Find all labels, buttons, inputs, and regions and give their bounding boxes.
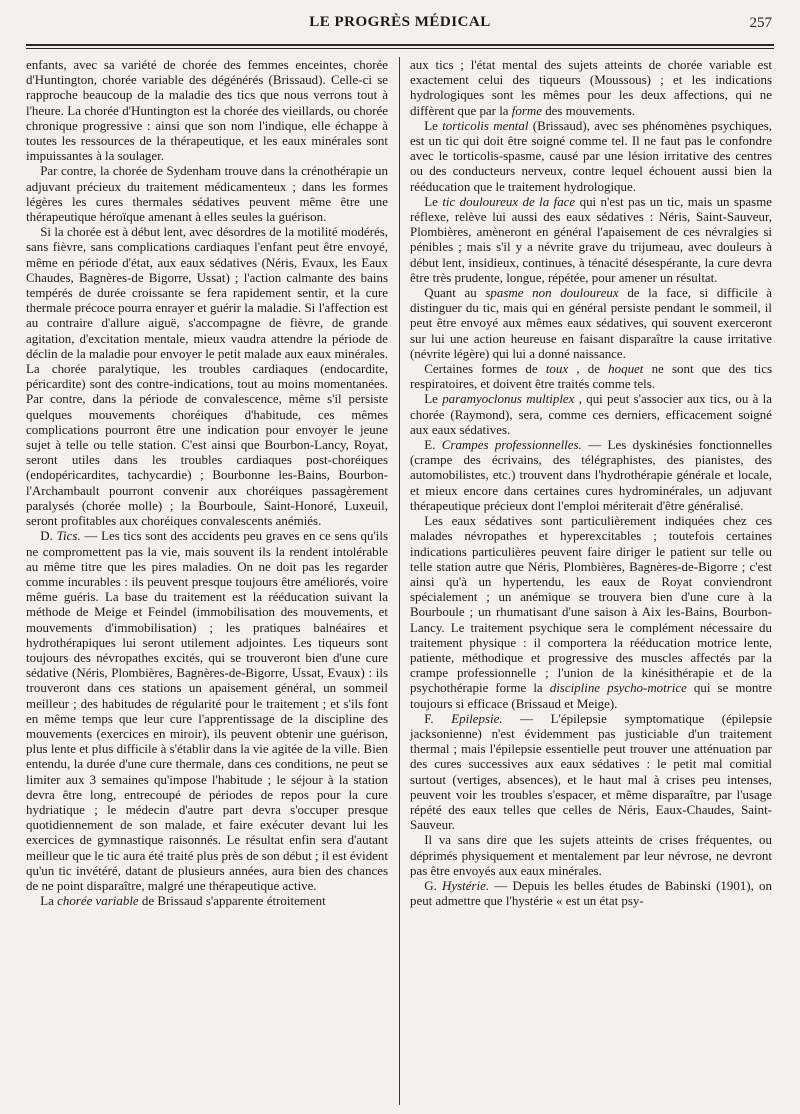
paragraph xyxy=(26,528,388,893)
paragraph-lead: E. xyxy=(424,437,436,453)
paragraph-text: enfants, avec sa variété de chorée des femmes enceintes, chorée d'Huntington, chorée variable des dégénérés (Brissaud). Celle-ci se rapproche beaucoup de la maladie des tics que nous verrons tout à l'heure. La chorée d'Huntington est la chorée des vieillards, ou chorée chronique progressive : ainsi que son nom l'indique, elle échappe à toutes les ressources de la thérapeutique, et les eaux minérales sont impuissantes à la soulager. xyxy=(26,57,388,164)
header-rule-thin xyxy=(26,48,774,49)
column-separator xyxy=(399,57,400,1105)
paragraph-lead: La xyxy=(40,893,54,909)
paragraph-text: aux tics ; l'état mental des sujets atteints de chorée variable est exactement celui des tiqueurs (Moussous) ; et les indications hydrologiques sont les mêmes pour les deux affections, qui ne diffèrent que par la xyxy=(410,57,772,118)
paragraph-text: de Brissaud s'apparente étroitement xyxy=(141,893,326,909)
paragraph xyxy=(410,832,772,878)
paragraph xyxy=(410,194,772,285)
paragraph-text: — Les tics sont des accidents peu graves en ce sens qu'ils ne compromettent pas la vie, mais souvent ils la rendent intolérable au même titre que les pires maladies. On ne doit pas les regarder comme incurables : ils peuvent presque toujours être améliorés, voire même guéris. La base du traitement est la rééducation suivant la méthode de Meige et Feindel (immobilisation des mouvements, et mouvements d'immobilisation) ; les pratiques balnéaires et hydrothérapiques lui seront utilement adjointes. Les tiqueurs sont toujours des névropathes excités, qui se trouveront bien d'une cure sédative (Néris, Plombières, Bagnères-de-Bigorre, Ussat, Evaux) : ils trouveront dans ces stations un apaisement général, un sommeil meilleur ; des habitudes de régularité pour le traitement ; et s'ils font en même temps que leur cure l'apprentissage de la discipline des mouvements (exercices en miroir), ils peuvent obtenir une guérison, plus lente et plus difficile à s'établir dans la vie agitée de la ville. Bien entendu, la durée d'une cure thermale, dans ces conditions, ne peut se limiter aux 3 semaines qu'impose l'habitude ; le séjour à la station devra être long, entrecoupé de périodes de repos pour la cure hydriatique ; le médecin d'autre part devra s'occuper presque quotidiennement de son malade, et faire exécuter devant lui les exercices de gymnastique raisonnés. Le résultat enfin sera d'autant meilleur que le tic aura été traité plus près de son début ; il est évident qu'un tic invétéré, datant de plusieurs années, aura bien des chances de ne point disparaître, malgré une thérapeutique active. xyxy=(26,528,389,893)
italic-term: torticolis mental xyxy=(442,117,529,133)
paragraph-lead: Quant au xyxy=(424,285,477,301)
paragraph-text: (Brissaud), avec ses phénomènes psychiques, est un tic qui doit être soigné comme tel. Il ne faut pas le confondre avec le torticolis-spasme, causé par une lésion irritative des centres ou des conducteurs nerveux, contre lequel échouent aussi bien la rééducation que le traitement hydrologique. xyxy=(410,117,773,194)
paragraph-text: — L'épilepsie symptomatique (épilepsie jacksonienne) n'est évidemment pas justiciable d'un traitement thermal ; mais l'épilepsie essentielle peut trouver une atténuation par des cures successives aux eaux sédatives : le petit mal comitial surtout (vertiges, absences), et le haut mal à crises peu intenses, peuvent voir les troubles s'espacer, et même disparaître, par l'usage répété des eaux telles que celles de Néris, Eaux-Chaudes, Saint-Sauveur. xyxy=(410,710,773,833)
paragraph-lead: Certaines formes de xyxy=(424,361,538,377)
paragraph xyxy=(26,224,388,528)
left-column xyxy=(26,57,388,1105)
header-rule xyxy=(26,44,774,46)
italic-term: Hystérie. xyxy=(442,877,490,893)
paragraph xyxy=(26,57,388,163)
paragraph-text: de la face, si difficile à distinguer du tic, mais qui en général persiste pendant le sommeil, il peut être envoyé aux mêmes eaux sédatives, qui souvent exerceront sur lui une action heureuse en faisant disparaître la cause irritative (névrite légère) qui lui a donné naissance. xyxy=(410,285,772,361)
page-header xyxy=(26,14,774,36)
italic-term: paramyoclonus multiplex xyxy=(442,391,575,407)
italic-term: Crampes professionnelles. xyxy=(441,437,582,453)
italic-term: spasme non douloureux xyxy=(485,285,619,301)
paragraph xyxy=(410,391,772,437)
paragraph xyxy=(410,513,772,711)
paragraph xyxy=(410,118,772,194)
italic-term: hoquet xyxy=(608,361,644,377)
paragraph-text: , qui peut s'associer aux tics, ou à la chorée (Raymond), sera, comme ces derniers, efficacement soigné aux eaux sédatives. xyxy=(410,391,773,437)
page-number: 257 xyxy=(749,15,772,31)
italic-term: toux xyxy=(545,361,569,377)
running-title: LE PROGRÈS MÉDICAL xyxy=(309,14,491,30)
paragraph xyxy=(410,361,772,391)
paragraph-lead: Le xyxy=(424,391,438,407)
paragraph xyxy=(410,285,772,361)
paragraph-text: — Les dyskinésies fonctionnelles (crampe des écrivains, des télégraphistes, des pianistes, des automobilistes, etc.) trouvent dans l'hydrothérapie générale et locale, et mieux encore dans certaines cures hydrominérales, un adjuvant thérapeutique précieux dont l'emploi mériterait d'être généralisé. xyxy=(410,437,773,513)
paragraph xyxy=(410,57,772,118)
paragraph xyxy=(410,711,772,833)
paragraph-text: Si la chorée est à début lent, avec désordres de la motilité modérés, sans fièvre, sans complications cardiaques l'enfant peut être envoyé, même en période d'état, aux eaux sédatives (Néris, Evaux, les Eaux Chaudes, Bagnères-de Bigorre, Ussat) ; l'action calmante des bains tempérés de durée croissante se fera rapidement sentir, et la cure thermale précoce pourra enrayer et guérir la maladie. Si l'affection est au contraire d'allure aiguë, s'accompagne de fièvre, de grande agitation, d'excitation mentale, mieux vaudra attendre la période de déclin de la maladie pour envoyer le petit malade aux eaux minérales. La chorée paralytique, les troubles cardiaques (endocardite, péricardite) sont des contre-indications, tout au moins momentanées. Par contre, dans la période de convalescence, même s'il persiste quelques mouvements choréiques d'habitude, ces mêmes complications pourront être une indication pour envoyer le jeune sujet à telle ou telle station. C'est ainsi que Bourbon-Lancy, Royat, seront utiles dans les troubles cardiaques post-choréiques (endopéricardites, tachycardie) ; Bourbonne les-Bains, Bourbon-l'Archambault pourront convenir aux choréiques passagèrement paralysés (chorée molle) ; la Bourboule, Saint-Honoré, Luxeuil, seront profitables aux choréiques convalescents anémiés. xyxy=(26,224,388,529)
italic-term: forme xyxy=(511,102,542,118)
italic-term: discipline psycho-motrice xyxy=(549,680,687,696)
paragraph-text: des mouvements. xyxy=(545,102,636,118)
paragraph-lead: D. xyxy=(40,528,53,544)
paragraph-text: Les eaux sédatives sont particulièrement indiquées chez ces malades névropathes et hyperexcitables ; toutefois certaines indications particulières peuvent faire diriger le patient sur telle ou telle station autre que Néris, Plombières, Bagnères-de-Bigorre ; c'est ainsi qu'à un hypertendu, les eaux de Royat conviendront spécialement ; un anémique se trouvera bien d'une cure à la Bourboule ; un rhumatisant d'une saison à Aix les-Bains, Bourbon-Lancy. Le traitement psychique sera le complément nécessaire du traitement physique : il comportera la rééducation motrice lente, patiente, méthodique et progressive des muscles affectés par la crampe professionnelle ; l'union de la kinésithérapie et de la psychothérapie forme la xyxy=(410,513,772,696)
italic-term: tic douloureux de la face xyxy=(442,193,576,209)
right-column xyxy=(410,57,772,1105)
paragraph xyxy=(410,878,772,908)
italic-term: Epilepsie. xyxy=(451,710,503,726)
paragraph-text: — Depuis les belles études de Babinski (1901), on peut admettre que l'hystérie « est un état psy- xyxy=(410,877,772,909)
paragraph xyxy=(26,163,388,224)
paragraph xyxy=(26,893,388,908)
paragraph-lead: G. xyxy=(424,877,437,893)
paragraph-lead: F. xyxy=(424,710,434,726)
paragraph-text: Par contre, la chorée de Sydenham trouve dans la crénothérapie un adjuvant précieux du traitement médicamenteux ; dans les formes légères les cures thermales sédatives peuvent même être une thérapeutique héroïque amenant à elles seules la guérison. xyxy=(26,163,388,225)
italic-term: Tics. xyxy=(56,528,81,544)
paragraph-lead: Le xyxy=(424,117,438,133)
paragraph-text: , de xyxy=(576,361,600,377)
paragraph xyxy=(410,437,772,513)
paragraph-text: ne sont que des tics respiratoires, et doivent être traités comme tels. xyxy=(410,361,773,392)
two-column-body xyxy=(26,57,774,1105)
italic-term: chorée variable xyxy=(57,893,139,909)
paragraph-lead: Le xyxy=(424,193,438,209)
paragraph-text: qui n'est pas un tic, mais un spasme réflexe, relève lui aussi des eaux sédatives : Néris, Saint-Sauveur, Plombières, amèneront en général l'apaisement de ces névralgies si pénibles ; mais s'il y a névrite grave du trijumeau, avec douleurs à début lent, insidieux, continues, à ténacité désespérante, la cure devra être très prudente, longue, répétée, pour amener un résultat. xyxy=(410,193,773,285)
paragraph-text: Il va sans dire que les sujets atteints de crises fréquentes, ou déprimés physiquement et mentalement par leur névrose, ne devront pas être envoyés aux eaux minérales. xyxy=(410,832,772,878)
paragraph-text: qui se montre toujours si efficace (Brissaud et Meige). xyxy=(410,680,772,711)
